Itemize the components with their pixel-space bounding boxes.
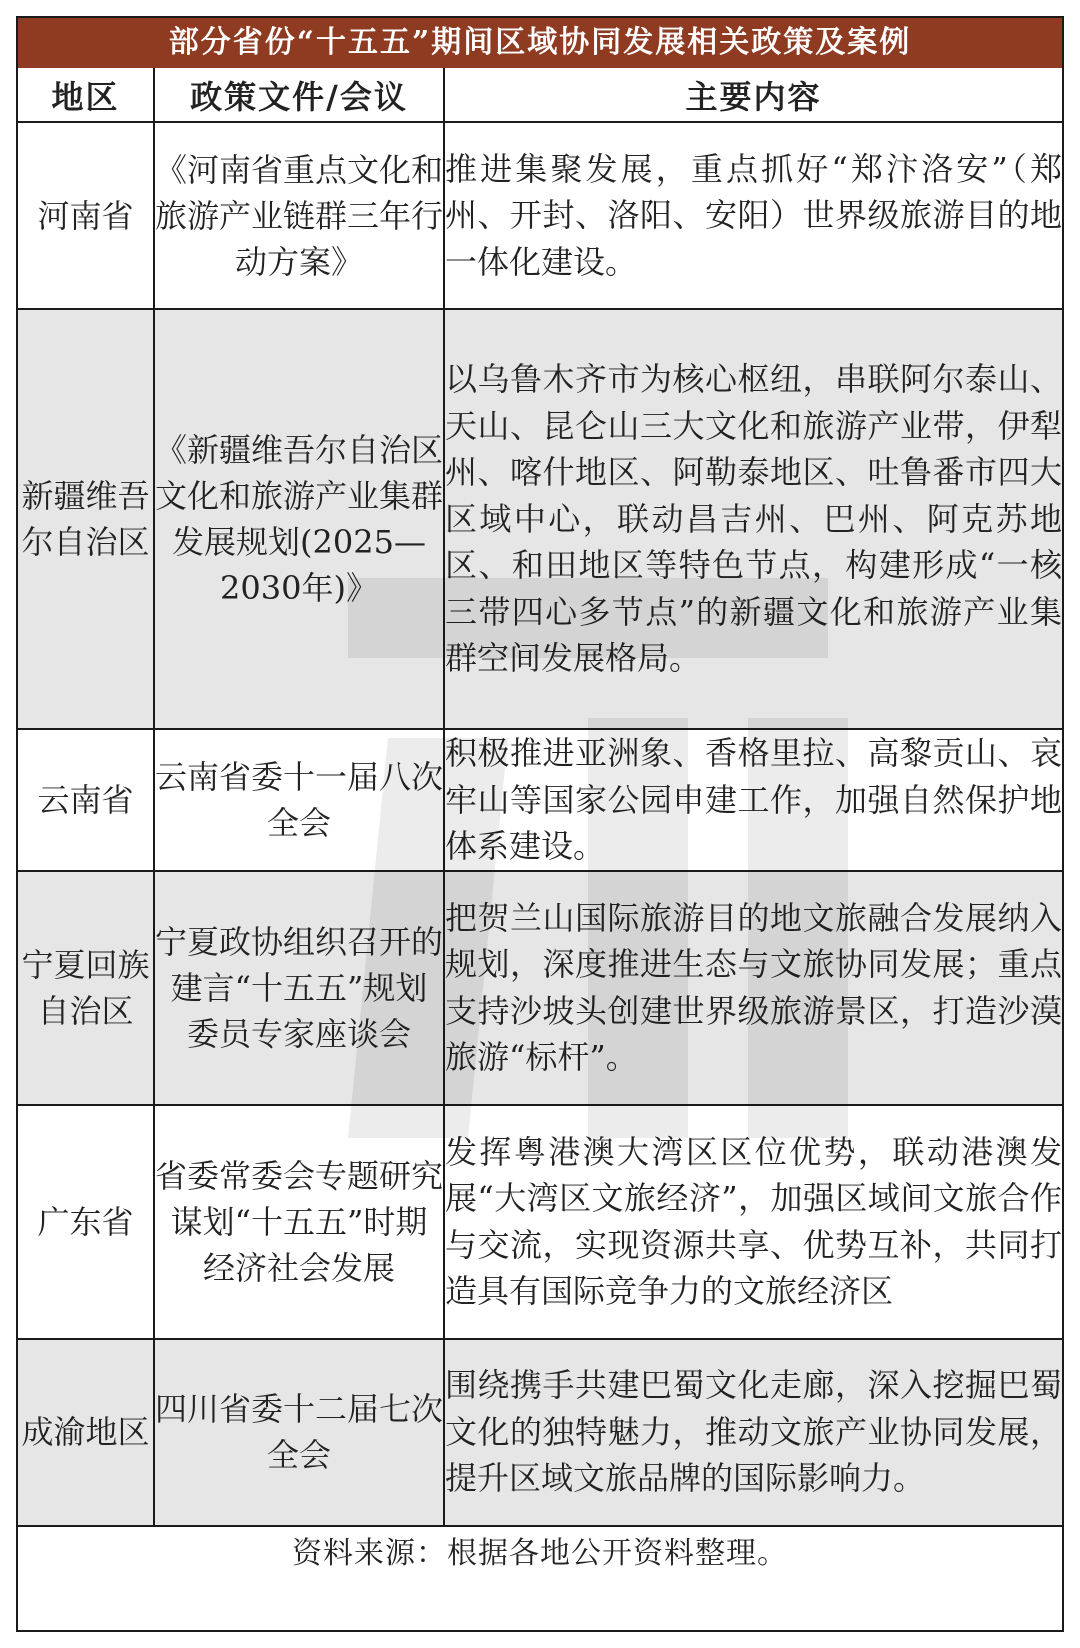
header-content: 主要内容 <box>444 68 1062 122</box>
table-frame <box>16 16 1064 1632</box>
row-content: 把贺兰山国际旅游目的地文旅融合发展纳入规划，深度推进生态与文旅协同发展；重点支持沙坡头创建世界级旅游景区，打造沙漠旅游“标杆”。 <box>444 871 1062 1105</box>
row-region: 河南省 <box>18 122 154 309</box>
row-region: 成渝地区 <box>18 1339 154 1526</box>
row-content: 发挥粤港澳大湾区区位优势，联动港澳发展“大湾区文旅经济”，加强区域间文旅合作与交流，实现资源共享、优势互补，共同打造具有国际竞争力的文旅经济区 <box>444 1105 1062 1339</box>
header-document: 政策文件/会议 <box>154 68 444 122</box>
table-row <box>18 871 1062 1105</box>
header-region: 地区 <box>18 68 154 122</box>
row-region: 宁夏回族自治区 <box>18 871 154 1105</box>
source-row <box>18 1526 1062 1574</box>
row-document: 宁夏政协组织召开的建言“十五五”规划委员专家座谈会 <box>154 871 444 1105</box>
table-row <box>18 122 1062 309</box>
row-document: 云南省委十一届八次全会 <box>154 729 444 871</box>
table-row <box>18 1105 1062 1339</box>
table-title: 部分省份“十五五”期间区域协同发展相关政策及案例 <box>18 18 1062 68</box>
source-note: 资料来源：根据各地公开资料整理。 <box>18 1526 1062 1574</box>
row-content: 围绕携手共建巴蜀文化走廊，深入挖掘巴蜀文化的独特魅力，推动文旅产业协同发展，提升区域文旅品牌的国际影响力。 <box>444 1339 1062 1526</box>
table-row <box>18 1339 1062 1526</box>
row-document: 省委常委会专题研究谋划“十五五”时期经济社会发展 <box>154 1105 444 1339</box>
row-document: 《新疆维吾尔自治区文化和旅游产业集群发展规划(2025—2030年)》 <box>154 309 444 729</box>
row-document: 《河南省重点文化和旅游产业链群三年行动方案》 <box>154 122 444 309</box>
header-row <box>18 68 1062 122</box>
row-document: 四川省委十二届七次全会 <box>154 1339 444 1526</box>
table-row <box>18 309 1062 729</box>
row-content: 推进集聚发展，重点抓好“郑汴洛安”（郑州、开封、洛阳、安阳）世界级旅游目的地一体化建设。 <box>444 122 1062 309</box>
row-region: 广东省 <box>18 1105 154 1339</box>
policy-table <box>18 68 1062 1574</box>
table-row <box>18 729 1062 871</box>
row-region: 新疆维吾尔自治区 <box>18 309 154 729</box>
row-content: 以乌鲁木齐市为核心枢纽，串联阿尔泰山、天山、昆仑山三大文化和旅游产业带，伊犁州、喀什地区、阿勒泰地区、吐鲁番市四大区域中心，联动昌吉州、巴州、阿克苏地区、和田地区等特色节点，构建形成“一核三带四心多节点”的新疆文化和旅游产业集群空间发展格局。 <box>444 309 1062 729</box>
row-region: 云南省 <box>18 729 154 871</box>
row-content: 积极推进亚洲象、香格里拉、高黎贡山、哀牢山等国家公园申建工作，加强自然保护地体系建设。 <box>444 729 1062 871</box>
